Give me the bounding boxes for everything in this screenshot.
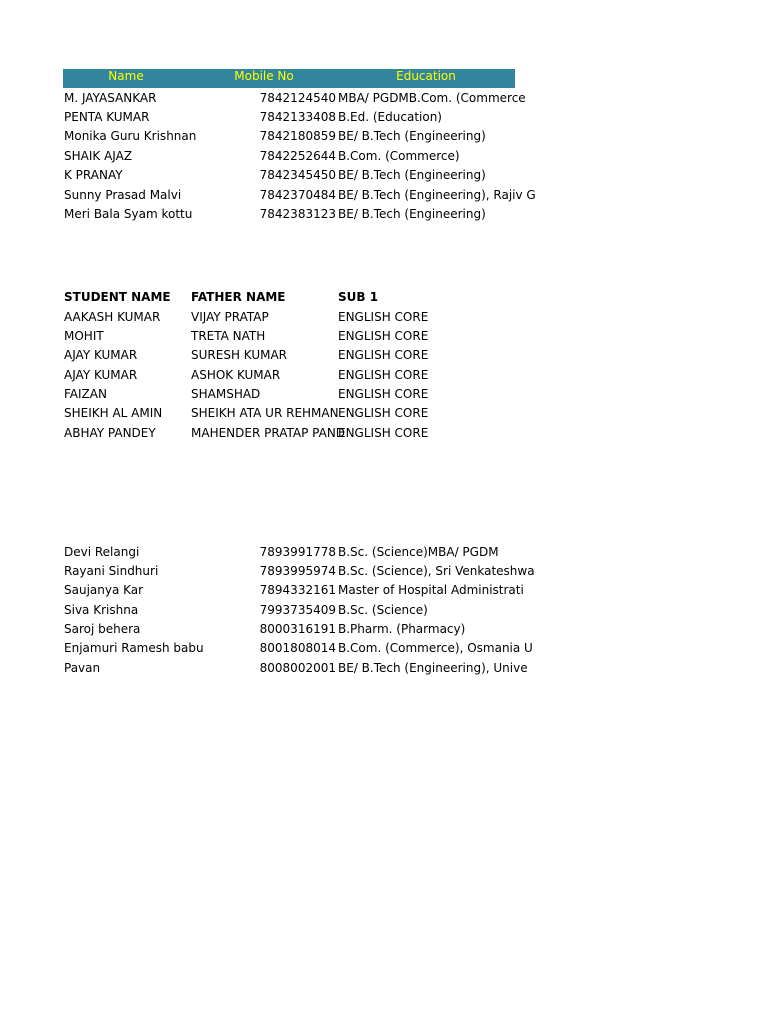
cell-sub1: ENGLISH CORE xyxy=(338,426,429,440)
table1-row xyxy=(0,89,768,108)
cell-education: B.Com. (Commerce) xyxy=(338,149,460,163)
header-sub1: SUB 1 xyxy=(338,290,379,304)
cell-sub1: ENGLISH CORE xyxy=(338,329,429,343)
cell-name: Pavan xyxy=(64,661,101,675)
table1-row xyxy=(0,147,768,166)
cell-sub1: ENGLISH CORE xyxy=(338,310,429,324)
cell-education: B.Sc. (Science)MBA/ PGDM xyxy=(338,545,499,559)
cell-mobile: 7842383123 xyxy=(259,207,336,221)
cell-education: BE/ B.Tech (Engineering) xyxy=(338,207,486,221)
cell-father-name: SHEIKH ATA UR REHMAN xyxy=(191,406,339,420)
cell-sub1: ENGLISH CORE xyxy=(338,406,429,420)
cell-mobile: 7993735409 xyxy=(259,603,336,617)
cell-student-name: AAKASH KUMAR xyxy=(64,310,161,324)
cell-sub1: ENGLISH CORE xyxy=(338,348,429,362)
header-father-name: FATHER NAME xyxy=(191,290,286,304)
cell-father-name: TRETA NATH xyxy=(191,329,266,343)
cell-education: BE/ B.Tech (Engineering) xyxy=(338,168,486,182)
table3-row xyxy=(0,639,768,658)
cell-education: BE/ B.Tech (Engineering), Rajiv G xyxy=(338,188,536,202)
cell-name: Monika Guru Krishnan xyxy=(64,129,197,143)
cell-mobile: 7842252644 xyxy=(259,149,336,163)
table1-row xyxy=(0,205,768,224)
cell-mobile: 7893991778 xyxy=(259,545,336,559)
cell-education: MBA/ PGDMB.Com. (Commerce xyxy=(338,91,526,105)
header-mobile: Mobile No xyxy=(234,69,294,83)
table3-row xyxy=(0,659,768,678)
cell-name: Meri Bala Syam kottu xyxy=(64,207,193,221)
table3-row xyxy=(0,562,768,581)
cell-name: Saroj behera xyxy=(64,622,141,636)
table3-row xyxy=(0,601,768,620)
table1-header-row xyxy=(63,69,515,88)
cell-student-name: AJAY KUMAR xyxy=(64,368,138,382)
cell-name: M. JAYASANKAR xyxy=(64,91,157,105)
table2-row xyxy=(0,366,768,385)
cell-mobile: 7842180859 xyxy=(259,129,336,143)
cell-education: B.Com. (Commerce), Osmania U xyxy=(338,641,533,655)
table1-row xyxy=(0,108,768,127)
cell-mobile: 7842124540 xyxy=(259,91,336,105)
cell-sub1: ENGLISH CORE xyxy=(338,387,429,401)
cell-father-name: ASHOK KUMAR xyxy=(191,368,281,382)
cell-mobile: 8001808014 xyxy=(259,641,336,655)
cell-name: Rayani Sindhuri xyxy=(64,564,159,578)
table2-row xyxy=(0,327,768,346)
cell-student-name: AJAY KUMAR xyxy=(64,348,138,362)
cell-name: Siva Krishna xyxy=(64,603,139,617)
cell-name: Sunny Prasad Malvi xyxy=(64,188,182,202)
header-student-name: STUDENT NAME xyxy=(64,290,171,304)
cell-father-name: VIJAY PRATAP xyxy=(191,310,269,324)
cell-father-name: SURESH KUMAR xyxy=(191,348,288,362)
table3-row xyxy=(0,543,768,562)
cell-name: K PRANAY xyxy=(64,168,123,182)
cell-sub1: ENGLISH CORE xyxy=(338,368,429,382)
cell-education: BE/ B.Tech (Engineering), Unive xyxy=(338,661,528,675)
cell-student-name: MOHIT xyxy=(64,329,104,343)
cell-father-name: MAHENDER PRATAP PAND xyxy=(191,426,346,440)
cell-education: B.Sc. (Science), Sri Venkateshwa xyxy=(338,564,535,578)
cell-name: SHAIK AJAZ xyxy=(64,149,133,163)
cell-mobile: 7893995974 xyxy=(259,564,336,578)
cell-mobile: 7842345450 xyxy=(259,168,336,182)
cell-mobile: 7842133408 xyxy=(259,110,336,124)
header-name: Name xyxy=(108,69,144,83)
table2-header-row xyxy=(0,288,768,307)
table3-row xyxy=(0,620,768,639)
cell-education: Master of Hospital Administrati xyxy=(338,583,524,597)
table2-row xyxy=(0,308,768,327)
cell-mobile: 8000316191 xyxy=(259,622,336,636)
table1-row xyxy=(0,127,768,146)
cell-mobile: 7894332161 xyxy=(259,583,336,597)
cell-student-name: FAIZAN xyxy=(64,387,107,401)
cell-mobile: 7842370484 xyxy=(259,188,336,202)
table1-row xyxy=(0,166,768,185)
table2-row xyxy=(0,385,768,404)
cell-education: B.Ed. (Education) xyxy=(338,110,442,124)
cell-education: B.Pharm. (Pharmacy) xyxy=(338,622,466,636)
cell-father-name: SHAMSHAD xyxy=(191,387,261,401)
table2-row xyxy=(0,346,768,365)
cell-education: BE/ B.Tech (Engineering) xyxy=(338,129,486,143)
table3-row xyxy=(0,581,768,600)
cell-name: Enjamuri Ramesh babu xyxy=(64,641,204,655)
cell-education: B.Sc. (Science) xyxy=(338,603,428,617)
cell-name: Saujanya Kar xyxy=(64,583,144,597)
header-education: Education xyxy=(396,69,456,83)
cell-student-name: ABHAY PANDEY xyxy=(64,426,156,440)
cell-student-name: SHEIKH AL AMIN xyxy=(64,406,163,420)
cell-mobile: 8008002001 xyxy=(259,661,336,675)
table2-row xyxy=(0,404,768,423)
table2-row xyxy=(0,424,768,443)
cell-name: PENTA KUMAR xyxy=(64,110,150,124)
cell-name: Devi Relangi xyxy=(64,545,140,559)
table1-row xyxy=(0,186,768,205)
